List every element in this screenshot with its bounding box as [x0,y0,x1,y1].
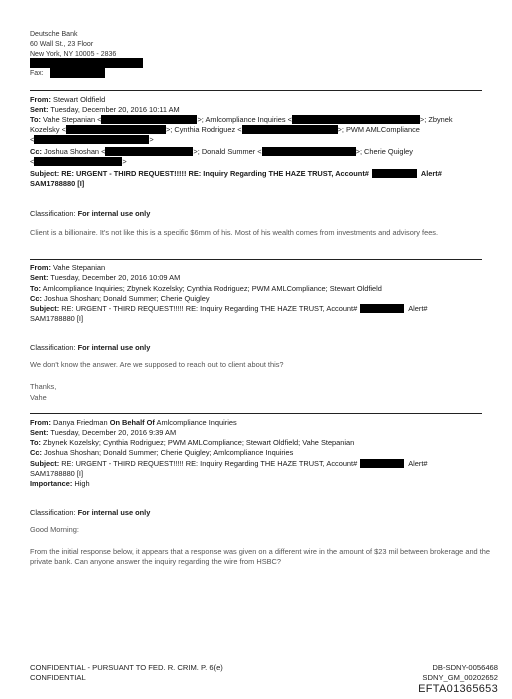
from-behalf-value: Amlcompliance Inquiries [156,418,237,427]
cc-label: Cc: [30,448,42,457]
email1-subject [30,169,442,179]
email1-from [30,95,105,105]
cc-value: Joshua Shoshan; Donald Summer; Cherie Quigley; Amlcompliance Inquiries [43,448,294,457]
subject-label: Subject: [30,304,60,313]
fax-label: Fax: [30,70,44,77]
cc-text: >; Donald Summer < [193,147,262,156]
from-label: From: [30,418,51,427]
cc-label: Cc: [30,147,42,156]
subject-alert: Alert# [420,169,442,178]
redaction-block [66,125,166,134]
separator [30,90,482,91]
email2-cc [30,294,210,304]
from-label: From: [30,263,51,272]
sent-label: Sent: [30,105,49,114]
to-value: Amlcompliance Inquiries; Zbynek Kozelsky; Cynthia Rodriguez; PWM AMLCompliance; Stewart Oldfield [42,284,382,293]
email3-subject [30,459,428,469]
email3-from [30,418,237,428]
redaction-block [292,115,420,124]
email1-body: Client is a billionaire. It's not like this is a specific $6mm of his. Most of his wealth comes from investments and advisory fees. [30,228,439,237]
to-text: >; PWM AMLCompliance [337,125,420,134]
cc-text: > [122,157,127,166]
email1-to-line2 [30,125,420,135]
from-value: Stewart Oldfield [53,95,106,104]
email2-to [30,284,382,294]
letterhead-fax [30,69,44,78]
subject-alert: Alert# [408,459,428,468]
subject-alert: Alert# [408,304,428,313]
redaction-block [50,67,105,78]
redaction-block [262,147,356,156]
cc-text: < [30,157,35,166]
email2-body: We don't know the answer. Are we supposed to reach out to client about this? [30,360,284,369]
to-text: < [30,135,35,144]
letterhead-city-text: New York, NY 10005 - 2836 [30,51,117,58]
letterhead-street: 60 Wall St., 23 Floor [30,41,94,48]
redaction-block [360,459,404,468]
subject-value: RE: URGENT - THIRD REQUEST!!!!! RE: Inquiry Regarding THE HAZE TRUST, Account# [61,304,358,313]
email3-body: From the initial response below, it appears that a response was given on a different wire in the amount of $23 mil between brokerage and the private bank. Can anyone answer the inquiry regarding the wire from HSBC? [30,547,490,566]
subject-value: RE: URGENT - THIRD REQUEST!!!!! RE: Inquiry Regarding THE HAZE TRUST, Account# [61,169,369,178]
classification-value: For internal use only [77,508,151,517]
email3-greeting: Good Morning: [30,525,79,534]
footer-sdny-id: SDNY_GM_00202652 [422,673,498,682]
to-text: >; Cynthia Rodriguez < [165,125,242,134]
to-text: Kozelsky < [30,125,66,134]
from-label: From: [30,95,51,104]
to-text: >; Zbynek [419,115,453,124]
separator [30,259,482,260]
subject-label: Subject: [30,459,60,468]
email1-cc-line1 [30,147,413,157]
cc-value: Joshua Shoshan; Donald Summer; Cherie Quigley [43,294,210,303]
email2-signoff: Thanks, [30,382,57,391]
email3-to [30,438,354,448]
email2-classification [30,343,150,352]
cc-text: Joshua Shoshan < [43,147,106,156]
classification-label: Classification: [30,508,76,517]
redaction-block [34,157,122,166]
redaction-block [101,115,197,124]
email1-to-line1 [30,115,453,125]
email1-sent [30,105,180,115]
email2-from [30,263,105,273]
email3-sent [30,428,176,438]
sent-label: Sent: [30,273,49,282]
to-label: To: [30,115,41,124]
cc-label: Cc: [30,294,42,303]
email3-subject-line2: SAM1788880 [I] [30,469,84,478]
to-value: Zbynek Kozelsky; Cynthia Rodriguez; PWM AMLCompliance; Stewart Oldfield; Vahe Stepanian [43,438,355,447]
separator [30,413,482,414]
classification-label: Classification: [30,343,76,352]
email1-cc-line2 [30,157,127,167]
footer-confidential-rule: CONFIDENTIAL - PURSUANT TO FED. R. CRIM. P. 6(e) [30,663,223,672]
sent-value: Tuesday, December 20, 2016 9:39 AM [50,428,177,437]
footer-confidential: CONFIDENTIAL [30,673,86,682]
to-text: > [149,135,154,144]
email2-subject-line2: SAM1788880 [I] [30,314,84,323]
to-label: To: [30,284,41,293]
email1-classification [30,209,150,218]
to-label: To: [30,438,41,447]
email2-sent [30,273,180,283]
sent-value: Tuesday, December 20, 2016 10:11 AM [50,105,180,114]
redaction-block [34,135,149,144]
subject-label: Subject: [30,169,60,178]
to-text: Vahe Stepanian < [43,115,102,124]
to-text: >; Amlcompliance Inquiries < [197,115,292,124]
importance-label: Importance: [30,479,73,488]
email2-signature: Vahe [30,393,47,402]
from-value: Danya Friedman [53,418,108,427]
email3-cc [30,448,293,458]
classification-label: Classification: [30,209,76,218]
bates-number: EFTA01365653 [418,683,498,695]
redaction-block [242,125,338,134]
subject-value: RE: URGENT - THIRD REQUEST!!!!! RE: Inquiry Regarding THE HAZE TRUST, Account# [61,459,358,468]
sent-value: Tuesday, December 20, 2016 10:09 AM [50,273,181,282]
cc-text: >; Cherie Quigley [355,147,413,156]
letterhead-name: Deutsche Bank [30,31,78,38]
redaction-block [105,147,193,156]
importance-value: High [74,479,90,488]
on-behalf-label: On Behalf Of [109,418,155,427]
email3-classification [30,508,150,517]
from-value: Vahe Stepanian [53,263,106,272]
email1-to-line3 [30,135,154,145]
classification-value: For internal use only [77,343,151,352]
redaction-block [372,169,417,178]
email2-subject [30,304,428,314]
email1-subject-line2: SAM1788880 [I] [30,179,85,188]
footer-doc-id: DB-SDNY-0056468 [432,663,498,672]
redaction-block [360,304,404,313]
sent-label: Sent: [30,428,49,437]
classification-value: For internal use only [77,209,151,218]
email3-importance [30,479,90,489]
